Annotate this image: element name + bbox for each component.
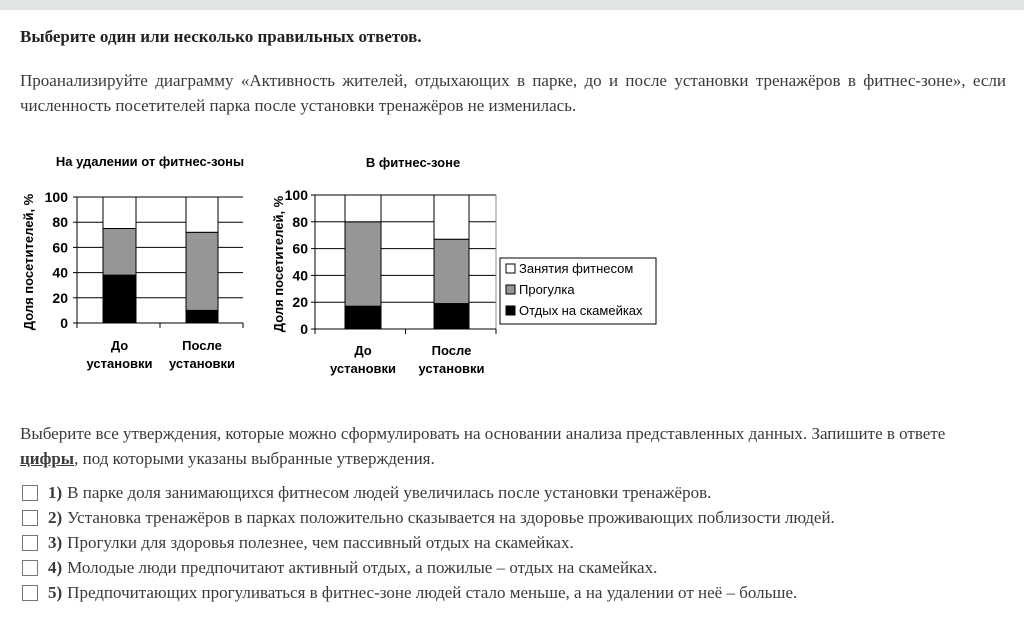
option-number: 4) — [48, 557, 63, 577]
y-tick-label: 100 — [284, 187, 308, 203]
option-text: Молодые люди предпочитают активный отдых, а пожилые – отдых на скамейках. — [67, 557, 658, 577]
options-list — [20, 480, 835, 605]
legend-swatch — [506, 264, 515, 273]
y-tick-label: 40 — [292, 267, 308, 284]
option-number: 5) — [48, 582, 63, 602]
option-3[interactable] — [20, 530, 835, 555]
x-tick-label: установки — [329, 361, 397, 376]
option-number: 1) — [48, 482, 63, 502]
y-tick-label: 0 — [60, 315, 68, 331]
top-bar — [0, 0, 1024, 10]
y-tick-label: 60 — [52, 239, 68, 256]
option-4[interactable] — [20, 555, 835, 580]
prompt-before: Выберите все утверждения, которые можно сформулировать на основании анализа представленных данных. Запишите в ответе — [20, 424, 946, 443]
checkbox[interactable] — [22, 585, 38, 601]
prompt-after: , под которыми указаны выбранные утверждения. — [74, 449, 435, 468]
option-text: Прогулки для здоровья полезнее, чем пассивный отдых на скамейках. — [67, 532, 574, 552]
y-tick-label: 80 — [52, 214, 68, 231]
bar-segment — [186, 197, 218, 232]
instruction: Выберите один или несколько правильных ответов. — [20, 27, 422, 46]
bar-segment — [103, 229, 136, 276]
bar-segment — [434, 195, 469, 239]
y-tick-label: 0 — [300, 321, 308, 337]
chart-title: В фитнес-зоне — [365, 155, 461, 170]
legend-label: Занятия фитнесом — [519, 261, 634, 276]
legend-label: Отдых на скамейках — [519, 303, 643, 318]
option-5[interactable] — [20, 580, 835, 605]
checkbox[interactable] — [22, 485, 38, 501]
x-tick-label: До — [354, 343, 372, 358]
bar-segment — [103, 197, 136, 229]
bar-segment — [345, 222, 381, 306]
bar-segment — [434, 304, 469, 329]
bar-segment — [186, 310, 218, 323]
checkbox[interactable] — [22, 560, 38, 576]
option-number: 2) — [48, 507, 63, 527]
y-tick-label: 20 — [292, 294, 308, 311]
x-tick-label: установки — [86, 356, 153, 371]
bar-segment — [434, 239, 469, 303]
bar-segment — [345, 306, 381, 329]
y-tick-label: 40 — [52, 264, 68, 281]
chart-title: На удалении от фитнес-зоны — [55, 154, 245, 169]
y-tick-label: 80 — [292, 213, 308, 230]
y-tick-label: 100 — [44, 189, 68, 205]
option-number: 3) — [48, 532, 63, 552]
x-tick-label: После — [182, 338, 222, 353]
option-text: Установка тренажёров в парках положительно сказывается на здоровье проживающих поблизости людей. — [67, 507, 835, 527]
task-intro: Проанализируйте диаграмму «Активность жителей, отдыхающих в парке, до и после установки тренажёров в фитнес-зоне», если численность посетителей парка после установки тренажёров не изменилась. — [20, 71, 1006, 115]
legend-swatch — [506, 306, 515, 315]
task-prompt — [20, 421, 1006, 471]
checkbox[interactable] — [22, 535, 38, 551]
x-tick-label: После — [431, 343, 472, 358]
y-axis-label: Доля посетителей, % — [21, 193, 36, 331]
bar-segment — [103, 275, 136, 323]
charts-figure — [0, 140, 700, 390]
y-axis-label: Доля посетителей, % — [271, 195, 286, 333]
option-1[interactable] — [20, 480, 835, 505]
y-tick-label: 60 — [292, 240, 308, 257]
legend-label: Прогулка — [519, 282, 575, 297]
legend-swatch — [506, 285, 515, 294]
x-tick-label: До — [110, 338, 129, 353]
option-2[interactable] — [20, 505, 835, 530]
x-tick-label: установки — [168, 356, 236, 371]
option-text: Предпочитающих прогуливаться в фитнес-зоне людей стало меньше, а на удалении от неё – больше. — [67, 582, 798, 602]
y-tick-label: 20 — [52, 289, 68, 306]
chart-legend — [500, 258, 656, 324]
bar-segment — [345, 195, 381, 222]
chart-1 — [21, 154, 244, 371]
charts-svg — [0, 140, 700, 390]
checkbox[interactable] — [22, 510, 38, 526]
chart-2 — [271, 155, 656, 376]
bar-segment — [186, 232, 218, 310]
x-tick-label: установки — [418, 361, 485, 376]
prompt-emph: цифры — [20, 449, 75, 468]
option-text: В парке доля занимающихся фитнесом людей увеличилась после установки тренажёров. — [67, 482, 712, 502]
